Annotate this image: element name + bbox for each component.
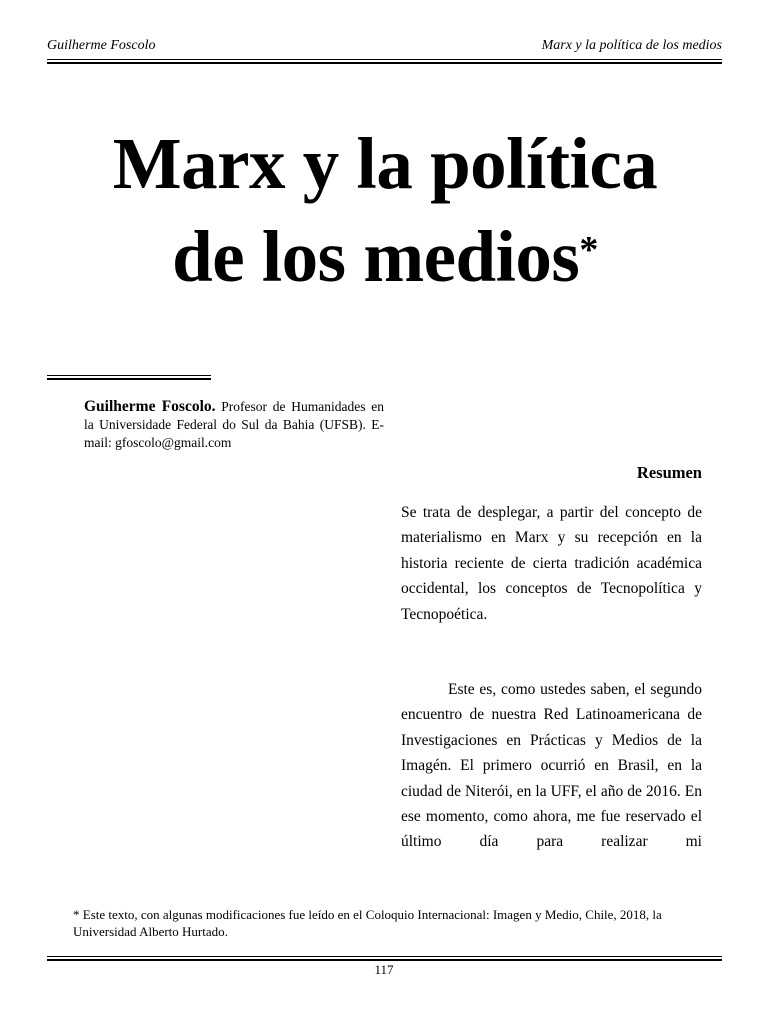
header-rule-thick xyxy=(47,62,722,64)
footnote: * Este texto, con algunas modificaciones fue leído en el Coloquio Internacional: Imagen y Medio, Chile, 2018, la Universidad Alberto Hurtado. xyxy=(73,907,662,939)
abstract-heading: Resumen xyxy=(636,463,702,482)
article-title-line-2-text: de los medios xyxy=(172,216,580,297)
body-paragraph: Este es, como ustedes saben, el segundo encuentro de nuestra Red Latinoamericana de Investigaciones en Prácticas y Medios de la Imagén. El primero ocurrió en Brasil, en la ciudad de Niterói, en la UFF, el año de 2016. En ese momento, como ahora, me fue reservado el último día para realizar mi xyxy=(401,681,702,851)
footnote-marker: * xyxy=(579,229,598,271)
abstract-text: Se trata de desplegar, a partir del concepto de materialismo en Marx y su recepción en la historia reciente de cierta tradición académica occidental, los conceptos de Tecnopolítica y Tecnopoética. xyxy=(401,504,702,623)
header-rule-thin xyxy=(47,59,722,60)
footer-rule-thin xyxy=(47,956,722,957)
author-bio xyxy=(84,398,384,452)
author-rule-thin xyxy=(47,375,211,376)
article-title-line-2 xyxy=(40,210,730,303)
author-affiliation: Profesor de Humanidades en la Universidade Federal do Sul da Bahia (UFSB). E-mail: gfoscolo@gmail.com xyxy=(84,399,384,450)
article-title-line-1: Marx y la política xyxy=(112,123,658,204)
running-header-title: Marx y la política de los medios xyxy=(541,38,722,53)
running-header-author: Guilherme Foscolo xyxy=(47,38,156,53)
footer-rule-thick xyxy=(47,959,722,961)
page-number: 117 xyxy=(374,962,394,977)
author-rule-thick xyxy=(47,378,211,380)
article-title xyxy=(40,117,730,303)
author-name: Guilherme Foscolo. xyxy=(84,398,216,415)
